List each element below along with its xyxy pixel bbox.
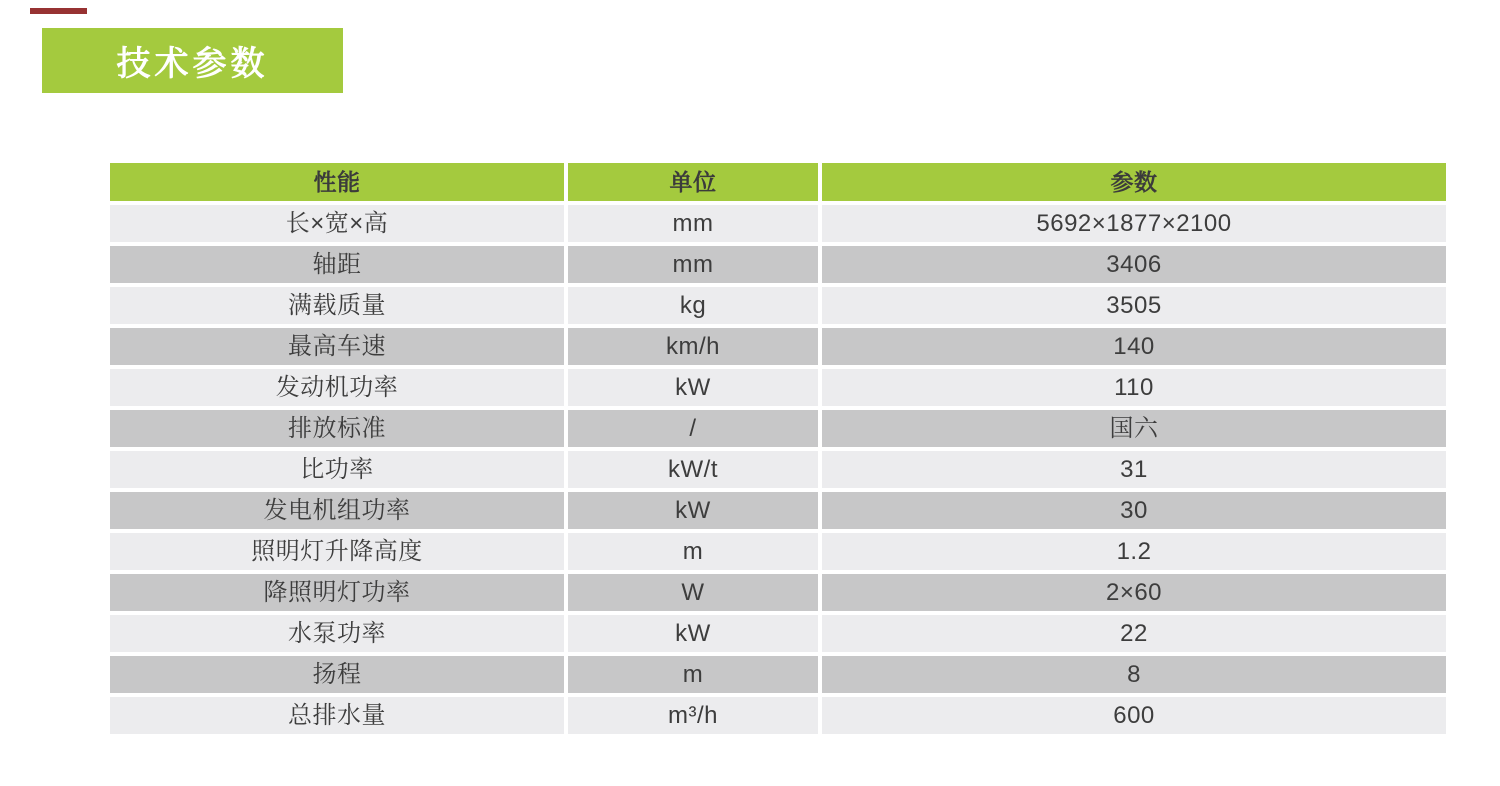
section-title-badge <box>42 28 343 93</box>
spec-unit-cell: kg <box>568 287 818 324</box>
spec-value-cell: 3406 <box>822 246 1446 283</box>
spec-unit-cell: W <box>568 574 818 611</box>
spec-value-cell: 8 <box>822 656 1446 693</box>
spec-value-cell: 3505 <box>822 287 1446 324</box>
spec-property-cell: 排放标准 <box>110 410 564 447</box>
spec-property-cell: 总排水量 <box>110 697 564 734</box>
spec-property-cell: 降照明灯功率 <box>110 574 564 611</box>
spec-property-cell: 扬程 <box>110 656 564 693</box>
spec-value-cell: 5692×1877×2100 <box>822 205 1446 242</box>
spec-property-cell: 长×宽×高 <box>110 205 564 242</box>
spec-unit-cell: mm <box>568 205 818 242</box>
spec-unit-cell: mm <box>568 246 818 283</box>
spec-unit-cell: kW <box>568 492 818 529</box>
spec-unit-cell: kW/t <box>568 451 818 488</box>
spec-property-cell: 发电机组功率 <box>110 492 564 529</box>
spec-value-cell: 140 <box>822 328 1446 365</box>
column-header-value: 参数 <box>822 163 1446 201</box>
column-header-unit: 单位 <box>568 163 818 201</box>
spec-property-cell: 照明灯升降高度 <box>110 533 564 570</box>
spec-unit-cell: km/h <box>568 328 818 365</box>
spec-property-cell: 比功率 <box>110 451 564 488</box>
spec-value-cell: 31 <box>822 451 1446 488</box>
spec-property-cell: 轴距 <box>110 246 564 283</box>
spec-value-cell: 600 <box>822 697 1446 734</box>
spec-property-cell: 水泵功率 <box>110 615 564 652</box>
spec-property-cell: 最高车速 <box>110 328 564 365</box>
section-title: 技术参数 <box>116 45 269 83</box>
spec-value-cell: 2×60 <box>822 574 1446 611</box>
brand-mark <box>30 8 87 14</box>
spec-unit-cell: m³/h <box>568 697 818 734</box>
spec-value-cell: 30 <box>822 492 1446 529</box>
spec-value-cell: 国六 <box>822 410 1446 447</box>
spec-unit-cell: / <box>568 410 818 447</box>
spec-unit-cell: m <box>568 533 818 570</box>
spec-value-cell: 22 <box>822 615 1446 652</box>
column-header-property: 性能 <box>110 163 564 201</box>
spec-property-cell: 满载质量 <box>110 287 564 324</box>
spec-unit-cell: kW <box>568 369 818 406</box>
spec-unit-cell: kW <box>568 615 818 652</box>
spec-value-cell: 110 <box>822 369 1446 406</box>
spec-table <box>110 163 1446 734</box>
spec-unit-cell: m <box>568 656 818 693</box>
spec-property-cell: 发动机功率 <box>110 369 564 406</box>
spec-value-cell: 1.2 <box>822 533 1446 570</box>
